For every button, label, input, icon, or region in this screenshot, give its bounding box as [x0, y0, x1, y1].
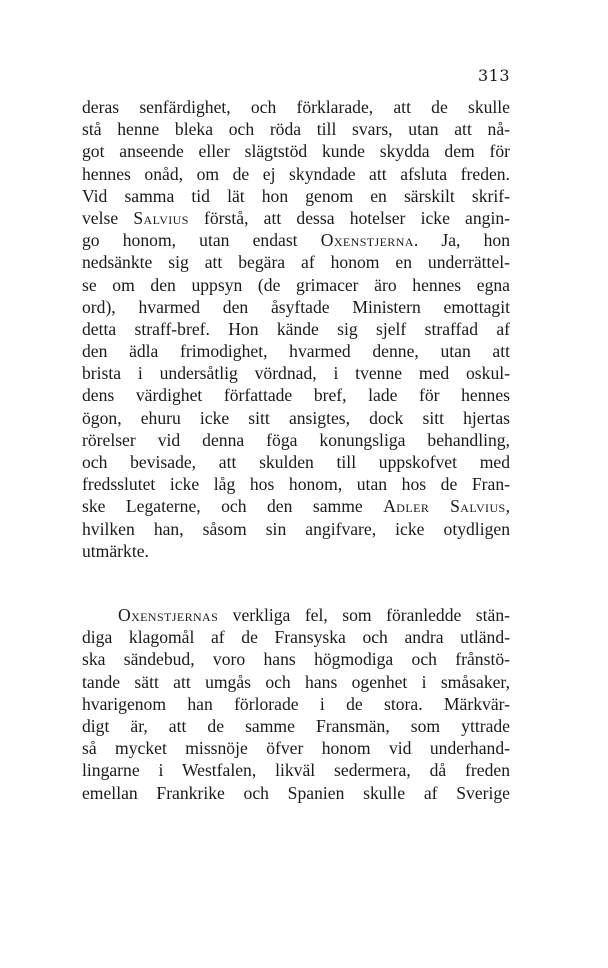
text-line: utmärkte.	[82, 540, 149, 561]
text-line: stå henne bleka och röda till svars, utan att nå-	[82, 119, 510, 140]
text-line: hvilken han, såsom sin angifvare, icke otydligen	[82, 518, 510, 539]
paragraph-1	[82, 96, 510, 562]
text-line: digt är, att de samme Fransmän, som yttrade	[82, 715, 510, 736]
text-line: fredsslutet icke låg hos honom, utan hos de Fran-	[82, 474, 510, 495]
text-line: ske Legaterne, och den samme Adler Salvius,	[82, 496, 510, 517]
text-line: detta straff-bref. Hon kände sig sjelf straffad af	[82, 318, 510, 339]
text-line: så mycket missnöje öfver honom vid underhand-	[82, 738, 510, 759]
text-line: rörelser vid denna föga konungsliga behandling,	[82, 429, 510, 450]
text-line: go honom, utan endast Oxenstjerna. Ja, hon	[82, 230, 510, 251]
text-line: hennes onåd, om de ej skyndade att afsluta freden.	[82, 163, 510, 184]
person-name: Oxenstjernas	[118, 605, 219, 625]
text-line: ord), hvarmed den åsyftade Ministern emottagit	[82, 296, 510, 317]
text-line: Oxenstjernas verkliga fel, som föranledde stän-	[118, 605, 510, 625]
text-line: tande sätt att umgås och hans ogenhet i småsaker,	[82, 671, 510, 692]
text-line: ögon, ehuru icke sitt ansigtes, dock sitt hjertas	[82, 407, 510, 428]
text-line: Vid samma tid lät hon genom en särskilt skrif-	[82, 185, 510, 206]
text-line: den ädla frimodighet, hvarmed denne, utan att	[82, 341, 510, 362]
person-name: Oxenstjerna	[320, 230, 414, 251]
text-line: brista i undersåtlig vördnad, i tvenne med oskul-	[82, 363, 510, 384]
text-line: ska sändebud, voro hans högmodiga och frånstö-	[82, 649, 510, 670]
person-name: Salvius	[133, 207, 189, 228]
text-line: emellan Frankrike och Spanien skulle af Sverige	[82, 782, 510, 803]
text-line: got anseende eller slägtstöd kunde skydda dem för	[82, 141, 510, 162]
text-line: lingarne i Westfalen, likväl sedermera, då freden	[82, 760, 510, 781]
page-number: 313	[477, 66, 510, 85]
text-line: nedsänkte sig att begära af honom en underrättel-	[82, 252, 510, 273]
text-line: velse Salvius förstå, att dessa hotelser icke angin-	[82, 207, 510, 228]
text-line: deras senfärdighet, och förklarade, att de skulle	[82, 97, 510, 117]
person-name: Adler Salvius	[383, 496, 506, 517]
paragraph-2	[82, 604, 510, 804]
text-line: och bevisade, att skulden till uppskofvet med	[82, 452, 510, 472]
text-line: diga klagomål af de Fransyska och andra utländ-	[82, 627, 510, 648]
text-line: se om den uppsyn (de grimacer äro hennes egna	[82, 274, 510, 295]
text-line: hvarigenom han förlorade i de stora. Märkvär-	[82, 693, 510, 714]
text-line: dens värdighet författade bref, lade för hennes	[82, 385, 510, 406]
